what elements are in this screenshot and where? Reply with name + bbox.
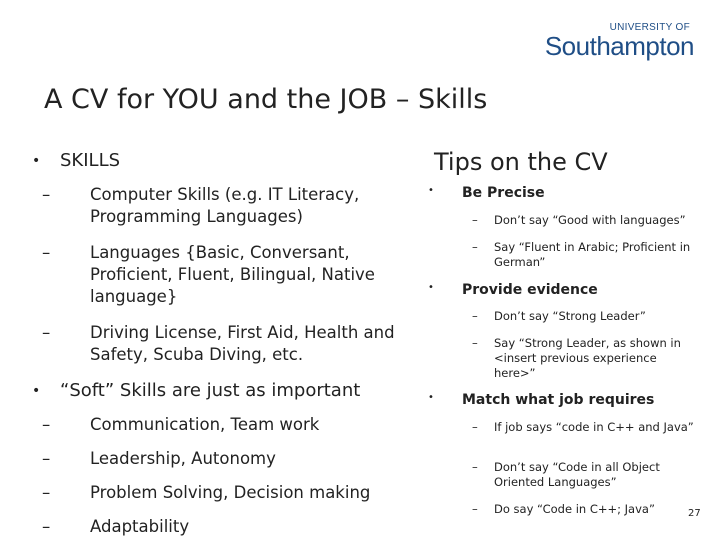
tips-item-text: Do say “Code in C++; Java” [494, 502, 655, 516]
tips-item-text: Don’t say “Strong Leader” [494, 309, 646, 323]
soft-skills-item [32, 516, 402, 538]
bullet-dash: – [472, 420, 478, 434]
bullet-dash: – [472, 460, 478, 474]
logo-name: Southampton [544, 31, 694, 61]
soft-skills-item-text: Adaptability [90, 517, 190, 536]
bullet-dash: – [472, 240, 478, 254]
bullet-dash: – [42, 483, 51, 502]
tips-title: Tips on the CV [434, 148, 608, 176]
bullet-dot: • [428, 392, 434, 403]
skills-label: SKILLS [60, 150, 121, 171]
tips-item-text: Don’t say “Code in all Object Oriented Languages” [494, 460, 660, 489]
soft-skills-item-text: Problem Solving, Decision making [90, 483, 371, 502]
bullet-dot: • [428, 185, 434, 196]
bullet-dash: – [42, 185, 51, 204]
bullet-dash: – [472, 213, 478, 227]
bullet-dash: – [42, 243, 51, 262]
soft-skills-label: “Soft” Skills are just as important [60, 380, 361, 401]
skills-item [32, 242, 402, 308]
bullet-dash: – [42, 517, 51, 536]
tips-section-label: Be Precise [462, 185, 545, 201]
tips-section-label: Provide evidence [462, 282, 598, 298]
soft-skills-item [32, 482, 402, 504]
tips-item-text: Say “Fluent in Arabic; Proficient in German” [494, 240, 691, 269]
tips-item-text: Say “Strong Leader, as shown in <insert previous experience here>” [494, 336, 681, 380]
soft-skills-item [32, 414, 402, 436]
skills-item-text: Driving License, First Aid, Health and Safety, Scuba Diving, etc. [90, 323, 395, 364]
soft-skills-item-text: Leadership, Autonomy [90, 449, 276, 468]
tips-section-label: Match what job requires [462, 392, 655, 408]
bullet-dot: • [32, 383, 41, 399]
soft-skills-bullet [32, 380, 402, 402]
soft-skills-item [32, 448, 402, 470]
bullet-dot: • [32, 153, 41, 169]
tips-item-text: Don’t say “Good with languages” [494, 213, 686, 227]
bullet-dash: – [42, 415, 51, 434]
bullet-dash: – [42, 449, 51, 468]
skills-column [32, 146, 402, 538]
university-logo [545, 22, 694, 59]
logo-university-of: UNIVERSITY OF [609, 22, 690, 33]
skills-item-text: Computer Skills (e.g. IT Literacy, Programming Languages) [90, 185, 360, 226]
slide-title: A CV for YOU and the JOB – Skills [44, 84, 488, 115]
skills-item [32, 184, 402, 228]
bullet-dash: – [472, 336, 478, 350]
skills-bullet [32, 150, 402, 172]
bullet-dash: – [42, 323, 51, 342]
skills-item-text: Languages {Basic, Conversant, Proficient, Fluent, Bilingual, Native language} [90, 243, 375, 306]
bullet-dash: – [472, 309, 478, 323]
bullet-dash: – [472, 502, 478, 516]
page-number: 27 [688, 508, 701, 519]
soft-skills-item-text: Communication, Team work [90, 415, 320, 434]
tips-item-text: If job says “code in C++ and Java” [494, 420, 694, 434]
bullet-dot: • [428, 282, 434, 293]
skills-item [32, 322, 402, 366]
